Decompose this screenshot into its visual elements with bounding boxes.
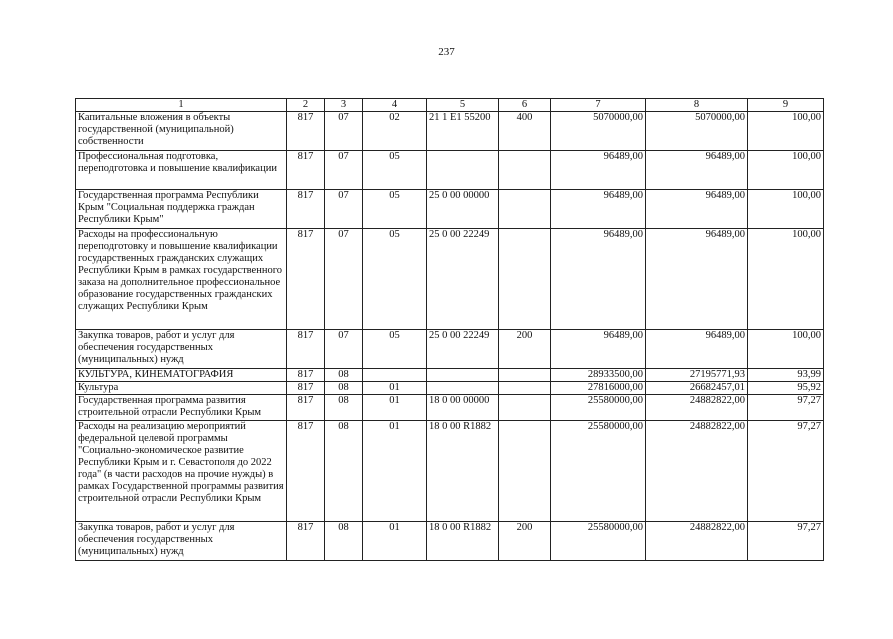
table-row [76, 522, 824, 561]
column-header: 3 [325, 99, 363, 112]
table-row [76, 330, 824, 369]
cell-col5: 25 0 00 22249 [427, 330, 499, 369]
cell-col7: 25580000,00 [551, 421, 646, 522]
cell-col5: 18 0 00 00000 [427, 395, 499, 421]
cell-col3: 08 [325, 421, 363, 522]
cell-col6 [499, 369, 551, 382]
cell-col9: 93,99 [748, 369, 824, 382]
row-name: Закупка товаров, работ и услуг для обеспечения государственных (муниципальных) нужд [76, 330, 287, 369]
cell-col3: 07 [325, 190, 363, 229]
cell-col9: 100,00 [748, 330, 824, 369]
table-row [76, 229, 824, 330]
column-header: 4 [363, 99, 427, 112]
cell-col9: 100,00 [748, 112, 824, 151]
cell-col2: 817 [287, 522, 325, 561]
cell-col2: 817 [287, 330, 325, 369]
budget-table [75, 98, 824, 561]
cell-col7: 28933500,00 [551, 369, 646, 382]
cell-col8: 96489,00 [646, 330, 748, 369]
cell-col4: 05 [363, 190, 427, 229]
cell-col6 [499, 395, 551, 421]
row-name: Государственная программа развития строительной отрасли Республики Крым [76, 395, 287, 421]
cell-col4: 05 [363, 229, 427, 330]
cell-col3: 07 [325, 330, 363, 369]
cell-col7: 96489,00 [551, 229, 646, 330]
cell-col6 [499, 229, 551, 330]
cell-col9: 100,00 [748, 229, 824, 330]
cell-col3: 07 [325, 151, 363, 190]
cell-col5 [427, 382, 499, 395]
cell-col6: 200 [499, 522, 551, 561]
cell-col4 [363, 369, 427, 382]
cell-col2: 817 [287, 382, 325, 395]
cell-col5 [427, 369, 499, 382]
cell-col5: 21 1 Е1 55200 [427, 112, 499, 151]
cell-col9: 95,92 [748, 382, 824, 395]
row-name: Капитальные вложения в объекты государственной (муниципальной) собственности [76, 112, 287, 151]
cell-col9: 100,00 [748, 151, 824, 190]
cell-col2: 817 [287, 229, 325, 330]
cell-col7: 25580000,00 [551, 522, 646, 561]
table-row [76, 395, 824, 421]
cell-col8: 24882822,00 [646, 522, 748, 561]
cell-col3: 08 [325, 522, 363, 561]
table-row [76, 112, 824, 151]
cell-col4: 01 [363, 421, 427, 522]
cell-col3: 07 [325, 229, 363, 330]
cell-col9: 97,27 [748, 421, 824, 522]
cell-col3: 08 [325, 369, 363, 382]
cell-col8: 26682457,01 [646, 382, 748, 395]
cell-col8: 27195771,93 [646, 369, 748, 382]
row-name: Государственная программа Республики Крым "Социальная поддержка граждан Республики Крым" [76, 190, 287, 229]
cell-col4: 05 [363, 330, 427, 369]
cell-col5 [427, 151, 499, 190]
table-row [76, 382, 824, 395]
cell-col2: 817 [287, 151, 325, 190]
cell-col8: 96489,00 [646, 151, 748, 190]
cell-col7: 27816000,00 [551, 382, 646, 395]
cell-col8: 96489,00 [646, 229, 748, 330]
cell-col8: 96489,00 [646, 190, 748, 229]
cell-col7: 96489,00 [551, 190, 646, 229]
cell-col4: 05 [363, 151, 427, 190]
cell-col2: 817 [287, 190, 325, 229]
cell-col2: 817 [287, 395, 325, 421]
cell-col2: 817 [287, 421, 325, 522]
table-row [76, 151, 824, 190]
cell-col2: 817 [287, 112, 325, 151]
cell-col7: 96489,00 [551, 330, 646, 369]
cell-col8: 5070000,00 [646, 112, 748, 151]
row-name: Расходы на реализацию мероприятий федеральной целевой программы "Социально-экономическое развитие Республики Крым и г. Севастополя до 2022 года" (в части расходов на прочие нужды) в рамках Государственной программы развития строительной отрасли Республики Крым [76, 421, 287, 522]
cell-col6 [499, 421, 551, 522]
cell-col8: 24882822,00 [646, 395, 748, 421]
cell-col5: 25 0 00 22249 [427, 229, 499, 330]
cell-col3: 08 [325, 395, 363, 421]
cell-col6 [499, 382, 551, 395]
cell-col3: 08 [325, 382, 363, 395]
cell-col8: 24882822,00 [646, 421, 748, 522]
cell-col7: 5070000,00 [551, 112, 646, 151]
table-row [76, 190, 824, 229]
cell-col4: 01 [363, 522, 427, 561]
table-header-row [76, 99, 824, 112]
row-name: КУЛЬТУРА, КИНЕМАТОГРАФИЯ [76, 369, 287, 382]
cell-col4: 01 [363, 382, 427, 395]
cell-col7: 96489,00 [551, 151, 646, 190]
column-header: 5 [427, 99, 499, 112]
cell-col5: 18 0 00 R1882 [427, 421, 499, 522]
cell-col9: 100,00 [748, 190, 824, 229]
row-name: Культура [76, 382, 287, 395]
cell-col5: 18 0 00 R1882 [427, 522, 499, 561]
column-header: 1 [76, 99, 287, 112]
column-header: 6 [499, 99, 551, 112]
column-header: 8 [646, 99, 748, 112]
table-row [76, 421, 824, 522]
column-header: 9 [748, 99, 824, 112]
cell-col6 [499, 190, 551, 229]
row-name: Расходы на профессиональную переподготовку и повышение квалификации государственных гражданских служащих Республики Крым в рамках государственного заказа на дополнительное профессиональное образование государственных гражданских служащих Республики Крым [76, 229, 287, 330]
cell-col6: 200 [499, 330, 551, 369]
cell-col4: 01 [363, 395, 427, 421]
cell-col9: 97,27 [748, 395, 824, 421]
column-header: 2 [287, 99, 325, 112]
cell-col9: 97,27 [748, 522, 824, 561]
cell-col2: 817 [287, 369, 325, 382]
cell-col7: 25580000,00 [551, 395, 646, 421]
cell-col4: 02 [363, 112, 427, 151]
row-name: Профессиональная подготовка, переподготовка и повышение квалификации [76, 151, 287, 190]
cell-col3: 07 [325, 112, 363, 151]
cell-col6 [499, 151, 551, 190]
page-number: 237 [438, 46, 455, 58]
cell-col5: 25 0 00 00000 [427, 190, 499, 229]
table-row [76, 369, 824, 382]
column-header: 7 [551, 99, 646, 112]
row-name: Закупка товаров, работ и услуг для обеспечения государственных (муниципальных) нужд [76, 522, 287, 561]
cell-col6: 400 [499, 112, 551, 151]
